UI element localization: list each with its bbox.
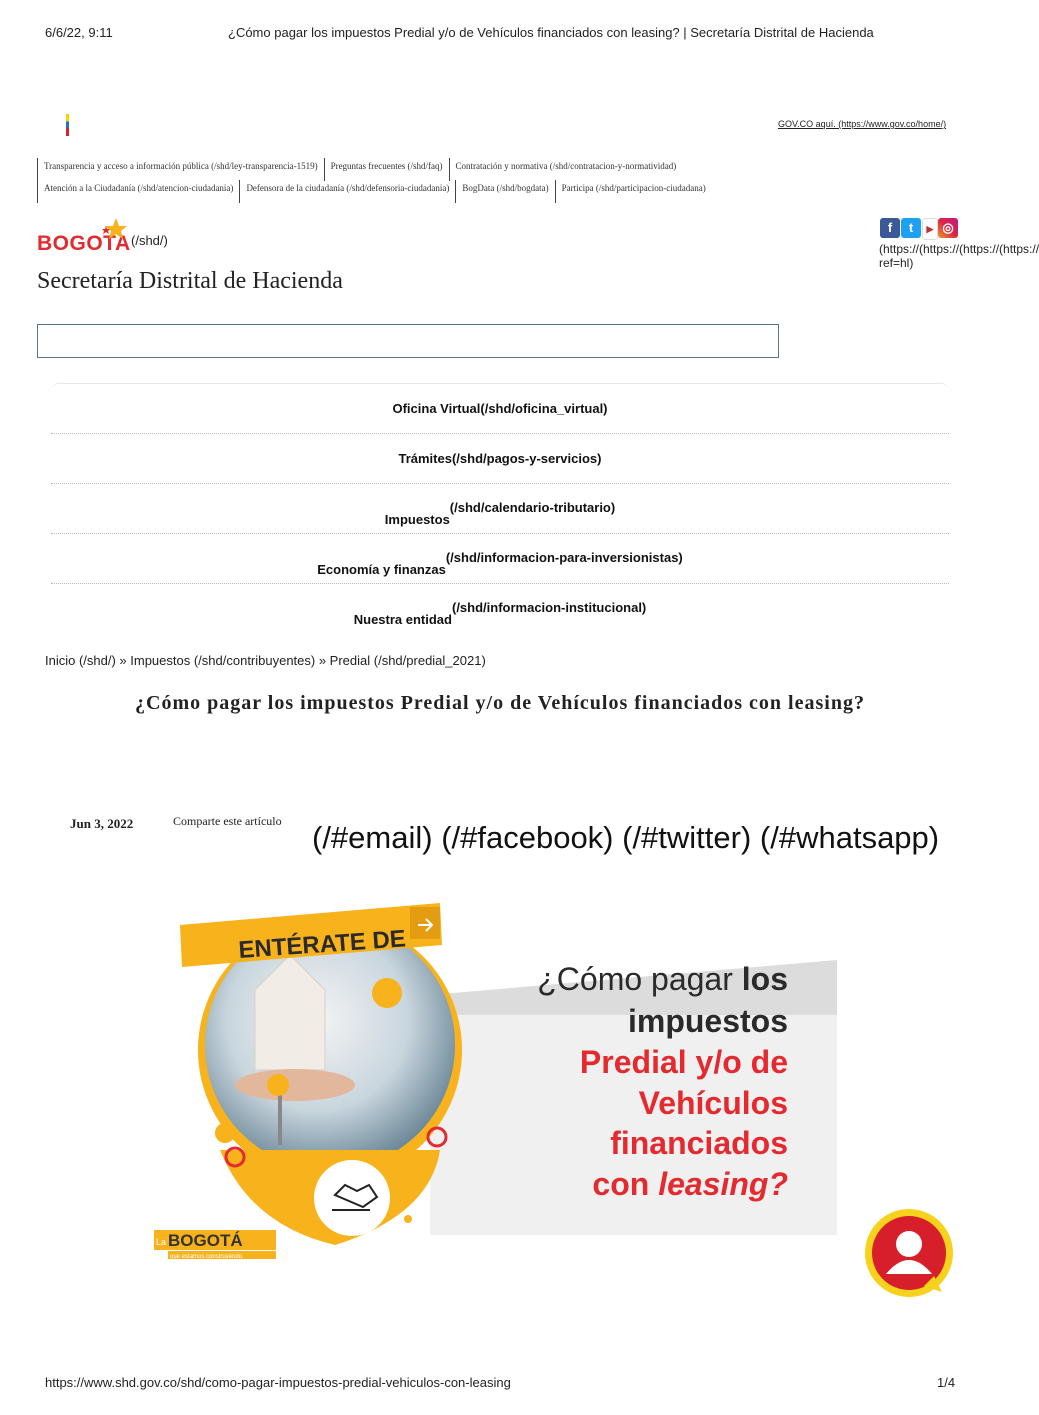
footer-page-number: 1/4 — [937, 1375, 956, 1390]
menu-item-tramites[interactable] — [51, 434, 949, 484]
link-contratacion[interactable]: Contratación y normativa (/shd/contratacion-y-normatividad) — [449, 158, 683, 181]
banner-line2: impuestos — [627, 1003, 788, 1039]
bogota-logo-word: BOGOTA — [37, 232, 131, 255]
banner-line1-bold: los — [741, 961, 788, 997]
top-links-row-2 — [37, 180, 712, 203]
banner-brand-tagline: que estamos construyendo — [170, 1254, 243, 1260]
menu-sup-link: (/shd/informacion-institucional) — [451, 600, 647, 615]
link-participa[interactable]: Participa (/shd/participacion-ciudadana) — [555, 180, 712, 203]
menu-item-economia[interactable] — [51, 534, 949, 584]
publish-date: Jun 3, 2022 — [70, 816, 134, 831]
user-chat-icon[interactable] — [864, 1208, 954, 1298]
social-url-text: (https://(https://(https://(https:// — [879, 242, 1039, 256]
menu-item-nuestra-entidad[interactable] — [51, 584, 949, 634]
search-input[interactable] — [37, 324, 779, 358]
share-links[interactable]: (/#email) (/#facebook) (/#twitter) (/#whatsapp) — [312, 820, 940, 855]
entity-name: Secretaría Distrital de Hacienda — [37, 268, 343, 294]
article-banner-image — [156, 895, 840, 1270]
print-datetime: 6/6/22, 9:11 — [45, 25, 113, 40]
gov-color-bar — [66, 114, 69, 136]
banner-line6: con — [592, 1166, 659, 1202]
link-atencion[interactable]: Atención a la Ciudadanía (/shd/atencion-ciudadania) — [37, 180, 239, 203]
banner-line5: financiados — [610, 1125, 788, 1161]
link-faq[interactable]: Preguntas frecuentes (/shd/faq) — [324, 158, 449, 181]
banner-line1: ¿Cómo pagar — [537, 961, 742, 997]
menu-label: Economía y finanzas — [317, 562, 446, 577]
banner-brand-prefix: La — [156, 1237, 167, 1247]
menu-sup-link: (/shd/informacion-para-inversionistas) — [445, 550, 683, 565]
svg-text:con leasing? — [592, 1166, 788, 1202]
menu-label: Oficina Virtual(/shd/oficina_virtual) — [392, 401, 608, 416]
top-links-row-1 — [37, 158, 682, 181]
menu-label: Nuestra entidad — [353, 612, 452, 627]
youtube-icon[interactable]: ▶ — [922, 218, 938, 240]
footer-url: https://www.shd.gov.co/shd/como-pagar-impuestos-predial-vehiculos-con-leasing — [45, 1375, 511, 1390]
menu-sup-link: (/shd/calendario-tributario) — [449, 500, 616, 515]
link-defensoria[interactable]: Defensora de la ciudadanía (/shd/defensoria-ciudadania) — [239, 180, 455, 203]
social-ref-text: ref=hl) — [879, 256, 914, 270]
banner-tag: ENTÉRATE DE — [237, 925, 407, 964]
facebook-icon[interactable]: f — [880, 218, 900, 238]
menu-item-impuestos[interactable] — [51, 484, 949, 534]
banner-brand: BOGOTÁ — [168, 1231, 243, 1250]
menu-item-oficina-virtual[interactable] — [51, 384, 949, 434]
social-links-text — [879, 242, 1039, 270]
menu-label: Trámites(/shd/pagos-y-servicios) — [398, 451, 602, 466]
banner-line6-italic: leasing? — [658, 1166, 788, 1202]
instagram-icon[interactable]: ◎ — [938, 218, 958, 238]
logo-link[interactable]: (/shd/) — [131, 233, 168, 248]
svg-text:¿Cómo pagar los — [537, 961, 788, 997]
menu-label: Impuestos — [384, 512, 450, 527]
article-title: ¿Cómo pagar los impuestos Predial y/o de Vehículos financiados con leasing? — [135, 692, 865, 714]
twitter-icon[interactable]: t — [901, 218, 921, 238]
main-menu — [51, 383, 949, 634]
link-transparencia[interactable]: Transparencia y acceso a información pública (/shd/ley-transparencia-1519) — [37, 158, 324, 181]
govco-link[interactable]: GOV.CO aquí. (https://www.gov.co/home/) — [778, 119, 947, 129]
link-bogdata[interactable]: BogData (/shd/bogdata) — [455, 180, 554, 203]
breadcrumb[interactable]: Inicio (/shd/) » Impuestos (/shd/contribuyentes) » Predial (/shd/predial_2021) — [45, 653, 486, 668]
share-label: Comparte este artículo — [173, 814, 282, 828]
logo-star-icon — [98, 216, 128, 244]
banner-line4: Vehículos — [638, 1085, 788, 1121]
banner-line3: Predial y/o de — [579, 1044, 788, 1080]
print-title: ¿Cómo pagar los impuestos Predial y/o de Vehículos financiados con leasing? | Secretaría Distrital de Hacienda — [228, 25, 874, 40]
